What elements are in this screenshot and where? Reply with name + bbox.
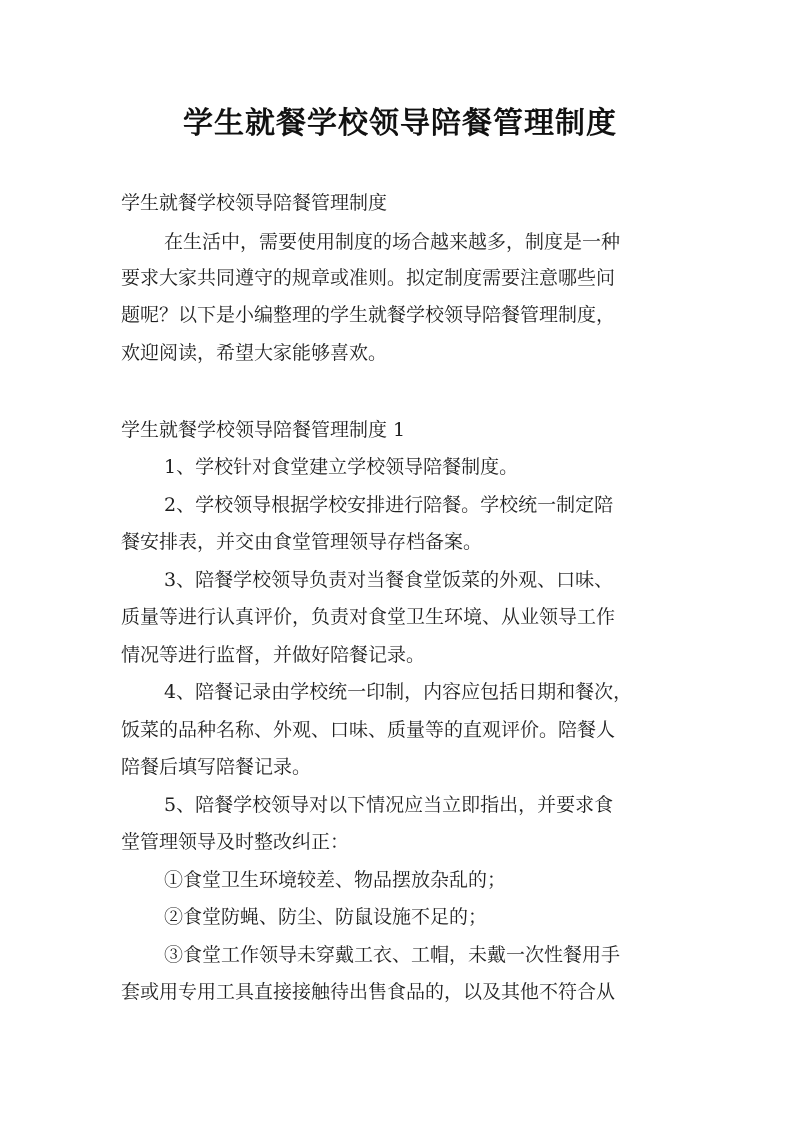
paragraph-line: 要求大家共同遵守的规章或准则。拟定制度需要注意哪些问 (121, 267, 616, 289)
sub-list-item: ①食堂卫生环境较差、物品摆放杂乱的； (164, 869, 507, 891)
section-heading: 学生就餐学校领导陪餐管理制度 1 (121, 419, 406, 441)
paragraph-line: 餐安排表，并交由食堂管理领导存档备案。 (121, 531, 483, 553)
list-item: 4、陪餐记录由学校统一印制，内容应包括日期和餐次， (164, 681, 633, 703)
list-item: 3、陪餐学校领导负责对当餐食堂饭菜的外观、口味、 (164, 569, 614, 591)
paragraph-line: 情况等进行监督，并做好陪餐记录。 (121, 644, 426, 666)
list-item: 5、陪餐学校领导对以下情况应当立即指出，并要求食 (164, 794, 614, 816)
paragraph-line: 套或用专用工具直接接触待出售食品的，以及其他不符合从 (121, 981, 616, 1003)
paragraph-line: 在生活中，需要使用制度的场合越来越多，制度是一种 (164, 231, 621, 253)
paragraph-line: 欢迎阅读，希望大家能够喜欢。 (121, 342, 388, 364)
list-item: 1、学校针对食堂建立学校领导陪餐制度。 (164, 456, 519, 478)
paragraph-line: 题呢？以下是小编整理的学生就餐学校领导陪餐管理制度， (121, 304, 616, 326)
sub-list-item: ②食堂防蝇、防尘、防鼠设施不足的； (164, 906, 488, 928)
paragraph-line: 饭菜的品种名称、外观、口味、质量等的直观评价。陪餐人 (121, 719, 616, 741)
paragraph-line: 质量等进行认真评价，负责对食堂卫生环境、从业领导工作 (121, 606, 616, 628)
list-item: 2、学校领导根据学校安排进行陪餐。学校统一制定陪 (164, 494, 614, 516)
sub-list-item: ③食堂工作领导未穿戴工衣、工帽，未戴一次性餐用手 (164, 944, 621, 966)
paragraph-line: 陪餐后填写陪餐记录。 (121, 756, 312, 778)
section-heading: 学生就餐学校领导陪餐管理制度 (121, 192, 388, 214)
document-title: 学生就餐学校领导陪餐管理制度 (183, 106, 617, 141)
paragraph-line: 堂管理领导及时整改纠正： (121, 831, 350, 853)
